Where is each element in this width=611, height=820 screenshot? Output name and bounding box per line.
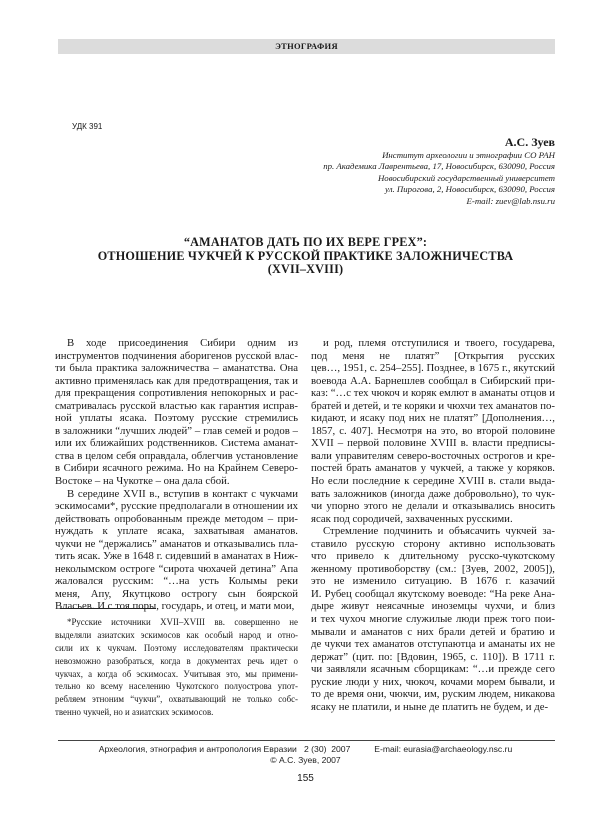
paragraph (55, 488, 298, 613)
footnote-line: *Русские источники XVII–XVIII вв. совершенно не (67, 617, 298, 627)
text-line: И. Рубец сообщал якутскому воеводе: “На реке Ана- (311, 587, 555, 600)
text-line: активно применялась как для предотвращения, так и (55, 374, 298, 387)
article-title (40, 236, 571, 277)
text-line: ставило русскую сторону активно использовать (311, 537, 555, 550)
text-line: ясаку не платили, и ныне де платить не будем, и де- (311, 700, 549, 713)
text-line: чи заявляли ясачным сборщикам: “…и прежде сего (311, 663, 555, 676)
text-line: для прекращения сопротивления непокорных и рас- (55, 387, 298, 400)
text-line: братей и детей, и те коряки и чюхчи тех аманатов по- (311, 399, 555, 412)
text-line: ной уплаты ясака. Поэтому русские стремились (55, 412, 298, 425)
footnote-line: выделяли азиатских эскимосов как особый народ и отно- (55, 629, 298, 640)
text-line: Стремление подчинить и объясачить чукчей за- (323, 525, 555, 538)
section-header: ЭТНОГРАФИЯ (58, 39, 555, 54)
text-line: кидают, и ясаку под них не платят” [Дополнения…, (311, 412, 555, 425)
affiliation-line: Новосибирский государственный университет (377, 172, 555, 183)
text-line: постей брать аманатов у чукчей, а также у коряков. (311, 462, 555, 475)
footnote-line: тельно ко всему населению Чукотского полуострова упот- (55, 681, 298, 692)
footer (40, 744, 571, 765)
text-line: чи упорно этого не делали и отказывались вносить (311, 500, 555, 513)
text-line: ясак под сородичей, захваченных русскими. (311, 512, 513, 525)
copyright: © А.С. Зуев, 2007 (270, 754, 341, 765)
affiliation-line: пр. Академика Лаврентьева, 17, Новосибирск, 630090, Россия (323, 161, 555, 172)
text-line: это не изменило ситуацию. В 1676 г. казачий (311, 575, 555, 588)
text-line: В ходе присоединения Сибири одним из (67, 337, 298, 349)
footnote-line: чукчах, а когда об эскимосах. Учитывая это, мы примени- (55, 668, 298, 679)
text-line: сматривалась русской властью как гарантия исправ- (55, 399, 298, 412)
author-block (323, 135, 555, 207)
paragraph (311, 525, 555, 713)
page-number: 155 (297, 773, 314, 784)
text-line: и род, племя отступилися и твоего, государева, (323, 337, 555, 349)
footnote-divider (60, 608, 156, 609)
text-line: или их ближайших родственников. Система аманат- (55, 437, 298, 450)
text-line: В середине XVII в., вступив в контакт с чукчами (67, 487, 298, 500)
text-line: каз: “…с тех чюкоч и коряк емлют в аманаты отцов и (311, 387, 555, 400)
text-line: меня, Апу, Якутцково острогу сын боярской (55, 587, 298, 600)
text-line: вать заложников (иногда даже добровольно), то чук- (311, 487, 555, 500)
author-email: E-mail: zuev@lab.nsu.ru (466, 195, 555, 206)
title-line: (XVII–XVIII) (267, 262, 344, 277)
text-line: Востоке – на Чукотке – она дала сбой. (55, 475, 230, 488)
journal-issue: 2 (30) 2007 (304, 744, 351, 754)
text-line: инструментов подчинения аборигенов русской влас- (55, 349, 298, 362)
affiliation-line: ул. Пирогова, 2, Новосибирск, 630090, Россия (385, 184, 555, 195)
text-line: воевода А.А. Барнешлев сообщал в Сибирский при- (311, 374, 555, 387)
text-line: руские люди у них, чюкоч, кочами морем бывали, и (311, 675, 555, 688)
text-line: де чукчи тех аманатов отступаютца и аманаты их не (311, 638, 555, 651)
text-line: действовать опробованным прежде методом – при- (55, 512, 298, 525)
text-line: эскимосами*, русские предполагали в отношении их (55, 500, 298, 513)
text-line: в Сибири ясачного режима. Но на Крайнем Северо- (55, 462, 298, 475)
text-line: ства в целом себя оправдала, облегчив установление (55, 449, 298, 462)
title-line: “АМАНАТОВ ДАТЬ ПО ИХ ВЕРЕ ГРЕХ”: (183, 235, 428, 249)
text-line: ти была практика заложничества – аманатства. Она (55, 362, 298, 375)
footnote-line: невозможно разобраться, когда в документах речь идет о (55, 655, 298, 666)
footnote (55, 616, 298, 719)
journal-email: E-mail: eurasia@archaeology.nsc.ru (374, 744, 513, 754)
left-column (55, 337, 298, 613)
text-line: и тех чухоч многие служилые люди преж того пои- (311, 613, 555, 626)
text-line: женному противоборству (см.: [Зуев, 2002, 2005]), (311, 562, 555, 575)
text-line: в заложники “лучших людей” – глав семей и родов – (55, 424, 298, 437)
text-line: неколымском остроге “сирота чюхачей детина” Апа (55, 562, 298, 575)
text-line: Но если последние к середине XVIII в. стали выда- (311, 475, 555, 488)
footnote-line: твенно чукчей, но и азиатских эскимосов. (55, 707, 214, 718)
udk-code: УДК 391 (72, 122, 103, 131)
text-line: XVII – первой половине XVIII в. власти предписы- (311, 437, 555, 450)
text-line: вали управителям северо-восточных острогов и кре- (311, 449, 555, 462)
text-line: Власьев. И с тоя поры, государь, и отец, и мати мои, (55, 600, 295, 613)
footer-divider (58, 740, 555, 741)
paragraph (311, 337, 555, 525)
right-column (311, 337, 555, 713)
text-line: держат” (цит. по: [Вдовин, 1965, с. 110]). В 1711 г. (311, 650, 555, 663)
author-name: А.С. Зуев (504, 135, 555, 149)
footnote-line: ребляем этноним “чукчи”, охватывающий не только собс- (55, 694, 298, 705)
footnote-line: сили их к чукчам. Поэтому исследователям практически (55, 642, 298, 653)
text-line: что привело к длительному русско-чукотскому (311, 550, 555, 563)
journal-name: Археология, этнография и антропология Евразии (98, 744, 297, 754)
text-line: нуждать к уплате ясака, захватывая аманатов. (55, 525, 298, 538)
affiliation-line: Институт археологии и этнографии СО РАН (382, 150, 555, 160)
text-line: жаловался русским: “…на усть Колымы реки (55, 575, 298, 588)
text-line: то де время они, чюкчи, им, руским людем, никакова (311, 688, 555, 701)
text-line: тить ясак. Уже в 1648 г. сидевший в аманатах в Ниж- (55, 550, 298, 563)
text-line: под меня не платят” [Открытия русских (311, 349, 555, 362)
text-line: мывали и аманатов с них брали детей и братию и (311, 625, 555, 638)
title-line: ОТНОШЕНИЕ ЧУКЧЕЙ К РУССКОЙ ПРАКТИКЕ ЗАЛОЖНИЧЕСТВА (97, 248, 514, 263)
text-line: цев…, 1951, с. 254–255]. Позднее, в 1675 г., якутский (311, 362, 555, 375)
paragraph (55, 337, 298, 488)
text-line: дыре живут неясачные иноземцы чухчи, и близ (311, 600, 555, 613)
text-line: чукчи не “держались” аманатов и отказывались пла- (55, 537, 298, 550)
text-line: 1857, с. 407]. Несмотря на это, во второй половине (311, 424, 555, 437)
